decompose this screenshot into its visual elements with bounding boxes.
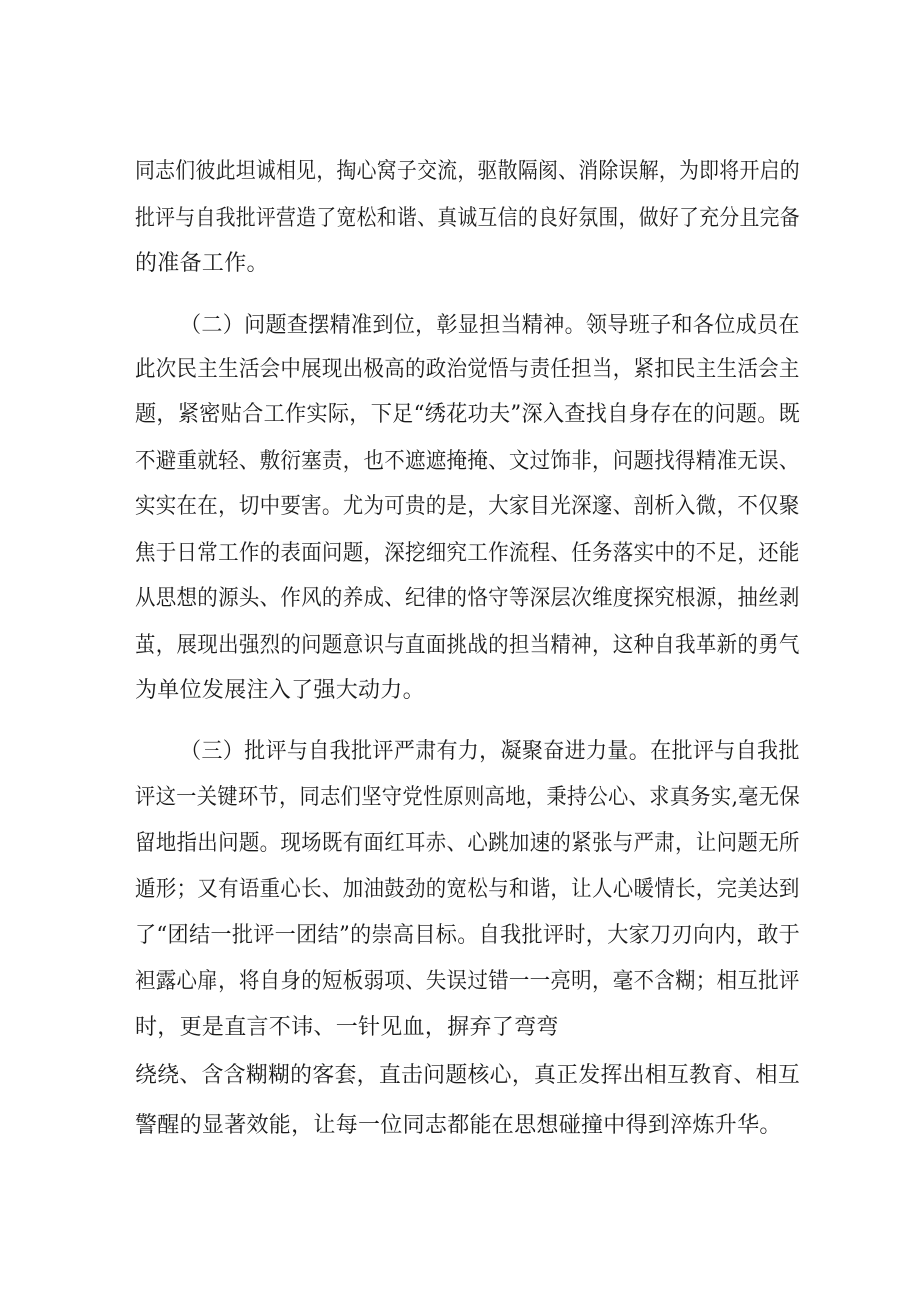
text-line: （二）问题查摆精准到位，彰显担当精神。领导班子和各位成员在: [180, 313, 800, 338]
text-line: 题，紧密贴合工作实际，下足“绣花功夫”深入查找自身存在的问题。既: [135, 402, 801, 427]
text-line: 不避重就轻、敷衍塞责，也不遮遮掩掩、文过饰非，问题找得精准无误、: [135, 449, 800, 474]
text-line: 同志们彼此坦诚相见，掏心窝子交流，驱散隔阂、消除误解，为即将开启的: [135, 159, 800, 184]
text-line: 批评与自我批评营造了宽松和谐、真诚互信的良好氛围，做好了充分且完备: [135, 206, 800, 231]
text-line: 时，更是直言不讳、一针见血，摒弃了弯弯: [135, 1015, 559, 1040]
text-line: 遁形；又有语重心长、加油鼓劲的宽松与和谐，让人心暖情长，完美达到: [135, 877, 800, 902]
text-line: 茧，展现出强烈的问题意识与直面挑战的担当精神，这种自我革新的勇气: [135, 633, 800, 658]
text-line: 袒露心扉，将自身的短板弱项、失误过错一一亮明，毫不含糊；相互批评: [135, 969, 800, 994]
text-line: 评这一关键环节，同志们坚守党性原则高地，秉持公心、求真务实,毫无保: [135, 785, 800, 810]
text-line: （三）批评与自我批评严肃有力，凝聚奋进力量。在批评与自我批: [180, 739, 800, 764]
text-line: 为单位发展注入了强大动力。: [135, 678, 425, 703]
text-line: 绕绕、含含糊糊的客套，直击问题核心，真正发挥出相互教育、相互: [135, 1063, 801, 1088]
text-line: 实实在在，切中要害。尤为可贵的是，大家目光深邃、剖析入微，不仅聚: [135, 494, 800, 519]
text-line: 的准备工作。: [135, 251, 269, 276]
text-line: 焦于日常工作的表面问题，深挖细究工作流程、任务落实中的不足，还能: [135, 541, 800, 566]
text-line: 了“团结一批评一团结”的崇高目标。自我批评时，大家刀刃向内，敢于: [135, 923, 801, 948]
text-line: 从思想的源头、作风的养成、纪律的恪守等深层次维度探究根源，抽丝剥: [135, 586, 800, 611]
text-line: 警醒的显著效能，让每一位同志都能在思想碰撞中得到淬炼升华。: [135, 1113, 782, 1138]
text-line: 留地指出问题。现场既有面红耳赤、心跳加速的紧张与严肃，让问题无所: [135, 831, 800, 856]
text-line: 此次民主生活会中展现出极高的政治觉悟与责任担当，紧扣民主生活会主: [135, 357, 800, 382]
